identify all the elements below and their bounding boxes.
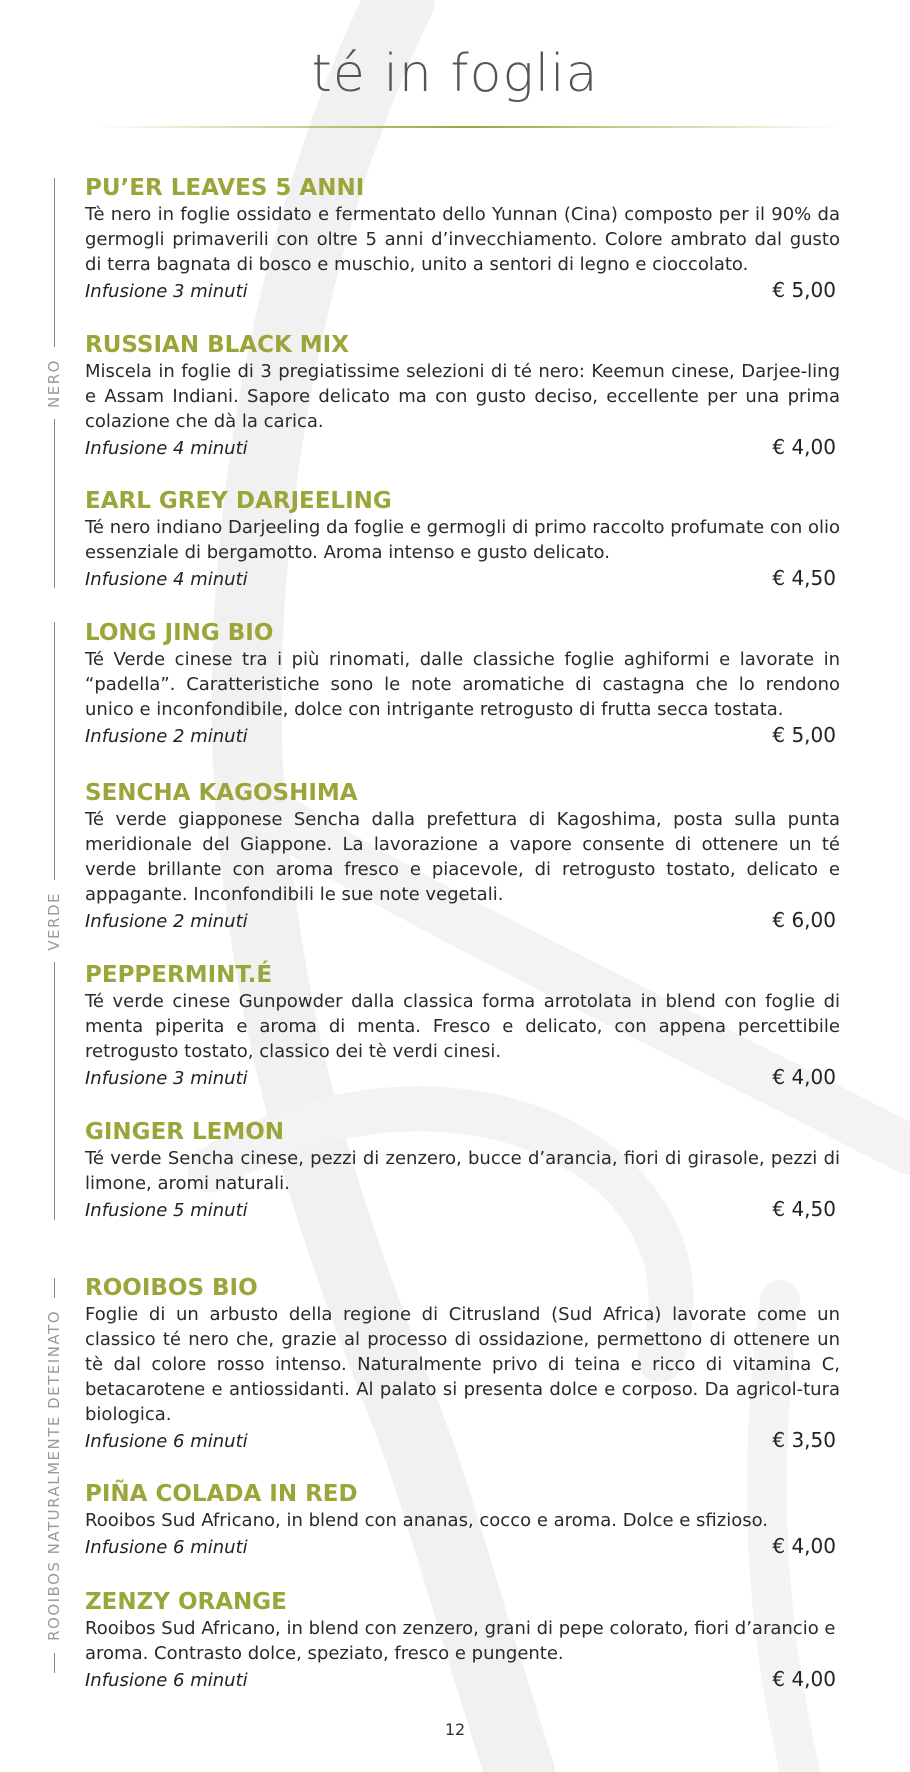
menu-item bbox=[85, 1480, 840, 1561]
item-name: LONG JING BIO bbox=[85, 620, 274, 646]
item-name: ROOIBOS BIO bbox=[85, 1275, 258, 1301]
menu-item bbox=[85, 619, 840, 750]
item-name: GINGER LEMON bbox=[85, 1119, 285, 1145]
item-infusion: Infusione 3 minuti bbox=[85, 1068, 248, 1089]
item-infusion: Infusione 6 minuti bbox=[85, 1537, 248, 1558]
item-infusion: Infusione 4 minuti bbox=[85, 569, 248, 590]
menu-item bbox=[85, 779, 840, 935]
item-description: Foglie di un arbusto della regione di Citrusland (Sud Africa) lavorate come un classico té nero che, grazie al processo di ossidazione, permettono di ottenere un tè dal colore rosso intenso. Naturalmente privo di teina e ricco di vitamina C, betacarotene e antiossidanti. Al palato si presenta dolce e corposo. Da agricol-tura biologica. bbox=[85, 1304, 840, 1425]
title-divider bbox=[96, 125, 840, 129]
item-description: Rooibos Sud Africano, in blend con zenzero, grani di pepe colorato, fiori d’arancio e aroma. Contrasto dolce, speziato, fresco e pungente. bbox=[85, 1618, 836, 1664]
item-name: RUSSIAN BLACK MIX bbox=[85, 332, 349, 358]
item-name: PIÑA COLADA IN RED bbox=[85, 1481, 358, 1507]
item-infusion: Infusione 5 minuti bbox=[85, 1200, 248, 1221]
item-name: PEPPERMINT.É bbox=[85, 962, 273, 988]
menu-item bbox=[85, 487, 840, 593]
section-label: ROOIBOS NATURALMENTE DETEINATO bbox=[45, 1310, 63, 1641]
item-name: SENCHA KAGOSHIMA bbox=[85, 780, 358, 806]
item-description: Té verde Sencha cinese, pezzi di zenzero, bucce d’arancia, fiori di girasole, pezzi di limone, aromi naturali. bbox=[85, 1148, 840, 1194]
item-infusion: Infusione 6 minuti bbox=[85, 1670, 248, 1691]
item-price: € 4,00 bbox=[772, 1667, 836, 1691]
page-title: té in foglia bbox=[311, 44, 599, 104]
item-price: € 4,50 bbox=[772, 1197, 836, 1221]
item-infusion: Infusione 6 minuti bbox=[85, 1431, 248, 1452]
item-description: Rooibos Sud Africano, in blend con ananas, cocco e aroma. Dolce e sfizioso. bbox=[85, 1510, 769, 1531]
item-price: € 5,00 bbox=[772, 723, 836, 747]
item-price: € 3,50 bbox=[772, 1428, 836, 1452]
item-infusion: Infusione 2 minuti bbox=[85, 911, 248, 932]
item-name: ZENZY ORANGE bbox=[85, 1589, 287, 1615]
section-rail-nero bbox=[38, 178, 70, 588]
menu-item bbox=[85, 1274, 840, 1455]
item-description: Té nero indiano Darjeeling da foglie e germogli di primo raccolto profumate con olio essenziale di bergamotto. Aroma intenso e gusto delicato. bbox=[85, 517, 840, 563]
menu-item bbox=[85, 331, 840, 462]
item-description: Miscela in foglie di 3 pregiatissime selezioni di té nero: Keemun cinese, Darjee-ling e Assam Indiani. Sapore delicato ma con gusto deciso, eccellente per una prima colazione che dà la carica. bbox=[85, 361, 840, 432]
menu-item bbox=[85, 1588, 840, 1694]
menu-item bbox=[85, 961, 840, 1092]
item-price: € 4,00 bbox=[772, 435, 836, 459]
section-rail-rooibos bbox=[38, 1278, 70, 1694]
section-label: VERDE bbox=[45, 891, 63, 951]
section-label: NERO bbox=[45, 358, 63, 408]
item-infusion: Infusione 3 minuti bbox=[85, 281, 248, 302]
item-price: € 4,50 bbox=[772, 566, 836, 590]
item-description: Té verde giapponese Sencha dalla prefettura di Kagoshima, posta sulla punta meridionale del Giappone. La lavorazione a vapore consente di ottenere un té verde brillante con aroma fresco e piacevole, di retrogusto tostato, delicato e appagante. Inconfondibili le sue note vegetali. bbox=[85, 809, 840, 905]
item-price: € 6,00 bbox=[772, 908, 836, 932]
page-number: 12 bbox=[444, 1720, 466, 1739]
item-name: EARL GREY DARJEELING bbox=[85, 488, 392, 514]
item-price: € 4,00 bbox=[772, 1534, 836, 1558]
item-name: PU’ER LEAVES 5 ANNI bbox=[85, 175, 365, 201]
item-infusion: Infusione 2 minuti bbox=[85, 726, 248, 747]
menu-item bbox=[85, 174, 840, 305]
item-infusion: Infusione 4 minuti bbox=[85, 438, 248, 459]
section-rail-verde bbox=[38, 622, 70, 1220]
item-description: Té Verde cinese tra i più rinomati, dalle classiche foglie aghiformi e lavorate in “padella”. Caratteristiche sono le note aromatiche di castagna che lo rendono unico e inconfondibile, dolce con intrigante retrogusto di frutta secca tostata. bbox=[85, 649, 840, 720]
item-price: € 5,00 bbox=[772, 278, 836, 302]
menu-item bbox=[85, 1118, 840, 1224]
item-description: Té verde cinese Gunpowder dalla classica forma arrotolata in blend con foglie di menta piperita e aroma di menta. Fresco e delicato, con appena percettibile retrogusto tostato, classico dei tè verdi cinesi. bbox=[85, 991, 840, 1062]
item-price: € 4,00 bbox=[772, 1065, 836, 1089]
item-description: Tè nero in foglie ossidato e fermentato dello Yunnan (Cina) composto per il 90% da germogli primaverili con oltre 5 anni d’invecchiamento. Colore ambrato dal gusto di terra bagnata di bosco e muschio, unito a sentori di legno e cioccolato. bbox=[85, 204, 840, 275]
